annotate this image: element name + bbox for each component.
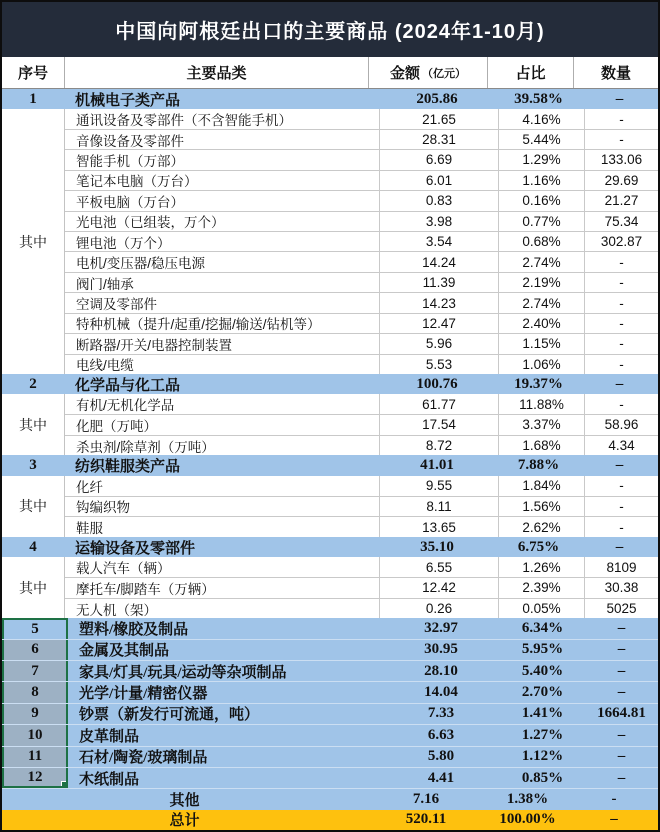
table-title bbox=[2, 2, 658, 57]
cell-seq[interactable]: 8 bbox=[2, 682, 68, 702]
cell-qty[interactable]: - bbox=[584, 497, 658, 517]
subcategory-row bbox=[65, 129, 658, 149]
cell-qty[interactable]: – bbox=[617, 748, 626, 765]
cell-category[interactable]: 机械电子类产品 bbox=[75, 92, 181, 109]
category-row bbox=[2, 618, 658, 638]
cell-category[interactable]: 塑料/橡胶及制品 bbox=[79, 622, 189, 639]
cell-category[interactable]: 化肥（万吨） bbox=[76, 418, 157, 434]
cell-qty[interactable]: 30.38 bbox=[584, 578, 658, 598]
category-row bbox=[2, 455, 658, 475]
cell-amount[interactable]: 8.11 bbox=[379, 497, 498, 517]
cell-seq[interactable]: 12 bbox=[2, 768, 68, 788]
cell-amount[interactable]: 7.33 bbox=[427, 705, 455, 722]
cell-share[interactable]: 1.27% bbox=[521, 726, 564, 743]
cell-share[interactable]: 2.74% bbox=[498, 252, 584, 271]
cell-share[interactable]: 1.06% bbox=[498, 355, 584, 374]
cell-category[interactable]: 杀虫剂/除草剂（万吨） bbox=[76, 439, 215, 455]
cell-qty[interactable]: - bbox=[584, 109, 658, 128]
subcategory-row bbox=[65, 414, 658, 435]
cell-category[interactable]: 家具/灯具/玩具/运动等杂项制品 bbox=[79, 664, 287, 681]
subcategory-rows bbox=[65, 394, 658, 455]
cell-category[interactable]: 纺织鞋服类产品 bbox=[75, 459, 181, 476]
cell-category[interactable]: 石材/陶瓷/玻璃制品 bbox=[79, 750, 208, 767]
cell-qty[interactable]: 21.27 bbox=[584, 191, 658, 210]
cell-amount[interactable]: 3.54 bbox=[379, 232, 498, 251]
cell-share[interactable]: 1.84% bbox=[498, 476, 584, 496]
subcategory-row bbox=[65, 251, 658, 271]
cell-amount[interactable]: 28.10 bbox=[424, 662, 458, 679]
cell-category[interactable]: 音像设备及零部件 bbox=[76, 133, 184, 149]
cell-share[interactable]: 0.68% bbox=[498, 232, 584, 251]
cell-seq[interactable]: 9 bbox=[2, 704, 68, 724]
cell-qty[interactable]: - bbox=[584, 314, 658, 333]
cell-share[interactable]: 0.77% bbox=[498, 212, 584, 231]
cell-share[interactable]: 1.12% bbox=[521, 748, 564, 765]
cell-share[interactable]: 0.05% bbox=[498, 599, 584, 619]
cell-amount[interactable]: 6.01 bbox=[379, 171, 498, 190]
cell-amount[interactable]: 0.26 bbox=[379, 599, 498, 619]
amount-unit-label: （亿元） bbox=[422, 67, 466, 80]
cell-qty[interactable]: – bbox=[615, 457, 624, 474]
cell-share[interactable]: 1.16% bbox=[498, 171, 584, 190]
cell-category[interactable]: 钩编织物 bbox=[76, 500, 130, 516]
cell-seq[interactable]: 1 bbox=[29, 90, 37, 107]
cell-qty[interactable]: – bbox=[617, 620, 626, 637]
cell-amount[interactable]: 8.72 bbox=[379, 436, 498, 456]
cell-share[interactable]: 5.95% bbox=[521, 641, 564, 658]
cell-share[interactable]: 11.88% bbox=[498, 394, 584, 414]
cell-share[interactable]: 5.40% bbox=[521, 662, 564, 679]
cell-qty[interactable]: - bbox=[584, 293, 658, 312]
category-row bbox=[2, 660, 658, 681]
merged-qizhong-cell[interactable]: 其中 bbox=[2, 476, 65, 537]
cell-qty[interactable]: 29.69 bbox=[584, 171, 658, 190]
table-header-row bbox=[2, 57, 658, 89]
subcategory-row bbox=[65, 354, 658, 374]
cell-qty[interactable]: – bbox=[617, 662, 626, 679]
subcategory-row bbox=[65, 557, 658, 577]
subcategory-row bbox=[65, 292, 658, 312]
cell-amount[interactable]: 11.39 bbox=[379, 273, 498, 292]
subcategory-row bbox=[65, 272, 658, 292]
subcategory-rows bbox=[65, 476, 658, 537]
category-row bbox=[2, 724, 658, 745]
cell-share[interactable]: 2.62% bbox=[498, 517, 584, 537]
cell-qty[interactable]: – bbox=[615, 538, 624, 555]
cell-category[interactable]: 钞票（新发行可流通，吨） bbox=[79, 707, 260, 724]
category-row bbox=[2, 703, 658, 724]
cell-amount[interactable]: 61.77 bbox=[379, 394, 498, 414]
cell-amount[interactable]: 17.54 bbox=[379, 415, 498, 435]
header-cell-seq[interactable]: 序号 bbox=[17, 65, 48, 82]
table-title-text: 中国向阿根廷出口的主要商品 (2024年1-10月) bbox=[115, 21, 545, 43]
cell-category[interactable]: 总计 bbox=[169, 813, 200, 830]
cell-category[interactable]: 鞋服 bbox=[76, 521, 103, 537]
cell-qty[interactable]: 5025 bbox=[584, 599, 658, 619]
cell-amount[interactable]: 4.41 bbox=[427, 769, 455, 786]
cell-qty[interactable]: 75.34 bbox=[584, 212, 658, 231]
cell-amount[interactable]: 5.53 bbox=[379, 355, 498, 374]
cell-amount[interactable]: 12.47 bbox=[379, 314, 498, 333]
cell-amount[interactable]: 14.23 bbox=[379, 293, 498, 312]
subcategory-row bbox=[65, 109, 658, 128]
subcategory-row bbox=[65, 435, 658, 456]
cell-category[interactable]: 智能手机（万部） bbox=[76, 153, 184, 169]
other-row bbox=[2, 788, 658, 809]
cell-category[interactable]: 平板电脑（万台） bbox=[76, 194, 184, 210]
category-row bbox=[2, 374, 658, 394]
cell-category[interactable]: 载人汽车（辆） bbox=[76, 561, 171, 577]
category-row bbox=[2, 537, 658, 557]
merged-qizhong-cell[interactable]: 其中 bbox=[2, 109, 65, 374]
cell-qty[interactable]: – bbox=[610, 811, 618, 828]
cell-share[interactable]: 3.37% bbox=[498, 415, 584, 435]
cell-category[interactable]: 皮革制品 bbox=[79, 728, 140, 745]
cell-amount[interactable]: 32.97 bbox=[424, 620, 458, 637]
subcategory-group bbox=[2, 109, 658, 374]
cell-qty[interactable]: 8109 bbox=[584, 557, 658, 577]
cell-category[interactable]: 有机/无机化学品 bbox=[76, 398, 175, 414]
cell-category[interactable]: 运输设备及零部件 bbox=[75, 540, 196, 557]
cell-seq[interactable]: 3 bbox=[29, 457, 37, 474]
cell-qty[interactable]: – bbox=[617, 769, 626, 786]
cell-amount[interactable]: 30.95 bbox=[424, 641, 458, 658]
cell-category[interactable]: 空调及零部件 bbox=[76, 297, 157, 313]
cell-share[interactable]: 2.40% bbox=[498, 314, 584, 333]
cell-amount[interactable]: 5.96 bbox=[379, 334, 498, 353]
cell-share[interactable]: 39.58% bbox=[514, 90, 563, 107]
cell-category[interactable]: 电机/变压器/稳压电源 bbox=[76, 256, 206, 272]
category-row bbox=[2, 639, 658, 660]
cell-amount[interactable]: 100.76 bbox=[416, 375, 458, 392]
cell-category[interactable]: 电线/电缆 bbox=[76, 358, 134, 374]
cell-qty[interactable]: 133.06 bbox=[584, 150, 658, 169]
cell-amount[interactable]: 21.65 bbox=[379, 109, 498, 128]
cell-share[interactable]: 100.00% bbox=[499, 811, 556, 828]
cell-seq[interactable]: 4 bbox=[29, 538, 37, 555]
subcategory-row bbox=[65, 577, 658, 598]
cell-share[interactable]: 2.74% bbox=[498, 293, 584, 312]
cell-category[interactable]: 木纸制品 bbox=[79, 771, 140, 788]
cell-amount[interactable]: 35.10 bbox=[420, 538, 454, 555]
cell-share[interactable]: 2.70% bbox=[521, 684, 564, 701]
cell-category[interactable]: 通讯设备及零部件（不含智能手机） bbox=[76, 113, 292, 129]
cell-share[interactable]: 2.19% bbox=[498, 273, 584, 292]
cell-amount[interactable]: 205.86 bbox=[416, 90, 458, 107]
category-row bbox=[2, 746, 658, 767]
subcategory-rows bbox=[65, 109, 658, 374]
cell-qty[interactable]: – bbox=[617, 726, 626, 743]
cell-share[interactable]: 7.88% bbox=[517, 457, 560, 474]
subcategory-row bbox=[65, 496, 658, 517]
cell-category[interactable]: 光学/计量/精密仪器 bbox=[79, 686, 208, 703]
subcategory-group bbox=[2, 394, 658, 455]
cell-share[interactable]: 1.15% bbox=[498, 334, 584, 353]
cell-share[interactable]: 6.34% bbox=[521, 620, 564, 637]
cell-qty[interactable]: - bbox=[584, 355, 658, 374]
merged-qizhong-cell[interactable]: 其中 bbox=[2, 557, 65, 618]
cell-qty[interactable]: - bbox=[584, 273, 658, 292]
subcategory-row bbox=[65, 149, 658, 169]
subcategory-row bbox=[65, 313, 658, 333]
cell-qty[interactable]: 302.87 bbox=[584, 232, 658, 251]
cell-category[interactable]: 金属及其制品 bbox=[79, 643, 170, 660]
category-row bbox=[2, 767, 658, 788]
cell-qty[interactable]: 1664.81 bbox=[597, 705, 646, 722]
cell-seq[interactable]: 10 bbox=[2, 725, 68, 745]
cell-share[interactable]: 0.16% bbox=[498, 191, 584, 210]
cell-qty[interactable]: - bbox=[584, 130, 658, 149]
cell-qty[interactable]: – bbox=[617, 684, 626, 701]
subcategory-row bbox=[65, 516, 658, 537]
cell-category[interactable]: 锂电池（万个） bbox=[76, 235, 171, 251]
cell-category[interactable]: 特种机械（提升/起重/挖掘/输送/钻机等） bbox=[76, 317, 321, 333]
cell-qty[interactable]: - bbox=[584, 517, 658, 537]
cell-category[interactable]: 化纤 bbox=[76, 479, 103, 495]
cell-amount[interactable]: 14.24 bbox=[379, 252, 498, 271]
cell-amount[interactable]: 7.16 bbox=[412, 790, 440, 807]
cell-category[interactable]: 其他 bbox=[169, 792, 200, 809]
cell-seq[interactable]: 2 bbox=[29, 375, 37, 392]
table-body bbox=[2, 89, 658, 830]
cell-share[interactable]: 1.56% bbox=[498, 497, 584, 517]
cell-share[interactable]: 1.26% bbox=[498, 557, 584, 577]
header-cell-amount[interactable]: 金额 （亿元） bbox=[368, 57, 487, 88]
subcategory-row bbox=[65, 190, 658, 210]
cell-seq[interactable]: 6 bbox=[2, 640, 68, 660]
cell-category[interactable]: 摩托车/脚踏车（万辆） bbox=[76, 581, 215, 597]
cell-qty[interactable]: - bbox=[611, 790, 617, 807]
cell-amount[interactable]: 9.55 bbox=[379, 476, 498, 496]
cell-amount[interactable]: 6.69 bbox=[379, 150, 498, 169]
cell-share[interactable]: 2.39% bbox=[498, 578, 584, 598]
cell-amount[interactable]: 41.01 bbox=[420, 457, 454, 474]
cell-amount[interactable]: 3.98 bbox=[379, 212, 498, 231]
header-cell-category[interactable]: 主要品类 bbox=[64, 57, 368, 88]
cell-amount[interactable]: 5.80 bbox=[427, 748, 455, 765]
cell-share[interactable]: 0.85% bbox=[521, 769, 564, 786]
cell-seq[interactable]: 11 bbox=[2, 747, 68, 767]
category-row bbox=[2, 89, 658, 109]
cell-qty[interactable]: – bbox=[615, 90, 624, 107]
cell-share[interactable]: 5.44% bbox=[498, 130, 584, 149]
category-row bbox=[2, 681, 658, 702]
cell-qty[interactable]: – bbox=[617, 641, 626, 658]
subcategory-group bbox=[2, 557, 658, 618]
cell-amount[interactable]: 28.31 bbox=[379, 130, 498, 149]
cell-qty[interactable]: 4.34 bbox=[584, 436, 658, 456]
cell-qty[interactable]: – bbox=[615, 375, 624, 392]
cell-category[interactable]: 阀门/轴承 bbox=[76, 276, 134, 292]
subcategory-group bbox=[2, 476, 658, 537]
cell-category[interactable]: 光电池（已组装，万个） bbox=[76, 215, 225, 231]
cell-amount[interactable]: 13.65 bbox=[379, 517, 498, 537]
cell-seq[interactable]: 7 bbox=[2, 661, 68, 681]
cell-amount[interactable]: 0.83 bbox=[379, 191, 498, 210]
total-row bbox=[2, 810, 658, 830]
cell-seq[interactable]: 5 bbox=[2, 618, 68, 638]
cell-amount[interactable]: 520.11 bbox=[405, 811, 447, 828]
cell-share[interactable]: 1.68% bbox=[498, 436, 584, 456]
header-cell-qty[interactable]: 数量 bbox=[573, 57, 658, 88]
cell-share[interactable]: 4.16% bbox=[498, 109, 584, 128]
subcategory-row bbox=[65, 211, 658, 231]
cell-share[interactable]: 19.37% bbox=[514, 375, 563, 392]
subcategory-row bbox=[65, 170, 658, 190]
cell-category[interactable]: 无人机（架） bbox=[76, 602, 157, 618]
cell-category[interactable]: 化学品与化工品 bbox=[75, 377, 181, 394]
cell-amount[interactable]: 6.55 bbox=[379, 557, 498, 577]
cell-amount[interactable]: 14.04 bbox=[424, 684, 458, 701]
subcategory-row bbox=[65, 394, 658, 414]
cell-category[interactable]: 断路器/开关/电器控制装置 bbox=[76, 337, 233, 353]
subcategory-rows bbox=[65, 557, 658, 618]
header-cell-share[interactable]: 占比 bbox=[487, 57, 573, 88]
cell-share[interactable]: 6.75% bbox=[517, 538, 560, 555]
cell-qty[interactable]: - bbox=[584, 334, 658, 353]
cell-qty[interactable]: - bbox=[584, 252, 658, 271]
cell-qty[interactable]: - bbox=[584, 394, 658, 414]
selection-fill-handle[interactable] bbox=[61, 781, 68, 788]
subcategory-row bbox=[65, 231, 658, 251]
merged-qizhong-cell[interactable]: 其中 bbox=[2, 394, 65, 455]
cell-share[interactable]: 1.29% bbox=[498, 150, 584, 169]
subcategory-row bbox=[65, 476, 658, 496]
cell-category[interactable]: 笔记本电脑（万台） bbox=[76, 174, 198, 190]
cell-qty[interactable]: 58.96 bbox=[584, 415, 658, 435]
cell-amount[interactable]: 6.63 bbox=[427, 726, 455, 743]
cell-qty[interactable]: - bbox=[584, 476, 658, 496]
subcategory-row bbox=[65, 598, 658, 619]
cell-amount[interactable]: 12.42 bbox=[379, 578, 498, 598]
cell-share[interactable]: 1.41% bbox=[521, 705, 564, 722]
subcategory-row bbox=[65, 333, 658, 353]
cell-share[interactable]: 1.38% bbox=[506, 790, 549, 807]
